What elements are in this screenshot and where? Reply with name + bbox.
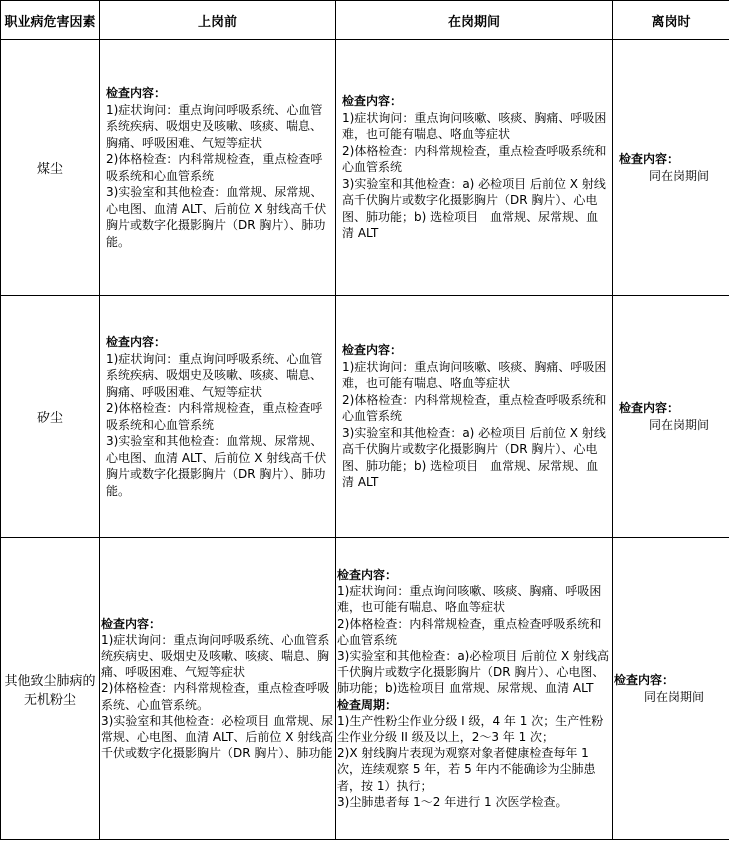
on-job-item: 1)症状询问：重点询问咳嗽、咳痰、胸痛、呼吸困难，也可能有喘息、咯血等症状	[342, 110, 607, 142]
check-content-label: 检查内容：	[106, 86, 167, 100]
on-job-item: 3)实验室和其他检查：a) 必检项目 后前位 X 射线高千伏胸片或数字化摄影胸片（DR 胸片）、心电图、肺功能；b) 选检项目 血常规、尿常规、血清 ALT	[342, 425, 606, 490]
pre-job-item: 3)实验室和其他检查：血常规、尿常规、心电图、血清 ALT、后前位 X 射线高千伏胸片或数字化摄影胸片（DR 胸片）、肺功能。	[106, 434, 327, 498]
factor-cell: 矽尘	[1, 296, 100, 538]
check-content-label: 检查内容：	[101, 616, 162, 631]
on-job-item: 3)实验室和其他检查：a) 必检项目 后前位 X 射线高千伏胸片或数字化摄影胸片（DR 胸片）、心电图、肺功能；b) 选检项目 血常规、尿常规、血清 ALT	[342, 176, 606, 241]
on-job-item: 1)症状询问：重点询问咳嗽、咳痰、胸痛、呼吸困难，也可能有喘息、咯血等症状	[337, 584, 602, 615]
leave-job-cell	[613, 296, 729, 538]
leave-job-cell	[613, 538, 729, 840]
pre-job-item: 2)体格检查：内科常规检查，重点检查呼吸系统、心血管系统。	[101, 681, 330, 712]
header-on-job: 在岗期间	[336, 1, 613, 40]
cycle-item: 1)生产性粉尘作业分级 I 级，4 年 1 次；生产性粉尘作业分级 II 级及以上，2～3 年 1 次；	[337, 713, 604, 744]
check-content-label: 检查内容：	[342, 343, 403, 358]
on-job-item: 2)体格检查：内科常规检查，重点检查呼吸系统和心血管系统	[342, 392, 607, 424]
factor-cell: 其他致尘肺病的无机粉尘	[1, 538, 100, 840]
pre-job-item: 3)实验室和其他检查：必检项目 血常规、尿常规、心电图、血清 ALT、后前位 X 射线高千伏或数字化摄影胸片（DR 胸片）、肺功能	[101, 713, 334, 761]
table-row	[1, 538, 729, 840]
cycle-item: 2)X 射线胸片表现为观察对象者健康检查每年 1 次，连续观察 5 年，若 5 年内不能确诊为尘肺患者，按 1）执行；	[337, 746, 596, 793]
table-row	[1, 296, 729, 538]
header-pre-job: 上岗前	[100, 1, 336, 40]
on-job-cell	[336, 538, 613, 840]
cycle-item: 3)尘肺患者每 1～2 年进行 1 次医学检查。	[337, 794, 568, 809]
leave-job-value: 同在岗期间	[649, 417, 710, 432]
check-content-label: 检查内容：	[614, 672, 675, 687]
check-content-label: 检查内容：	[337, 567, 398, 582]
pre-job-item: 2)体格检查：内科常规检查，重点检查呼吸系统和心血管系统	[106, 152, 323, 183]
check-content-label: 检查内容：	[619, 151, 680, 166]
pre-job-cell	[100, 40, 336, 296]
pre-job-item: 2)体格检查：内科常规检查，重点检查呼吸系统和心血管系统	[106, 401, 323, 432]
pre-job-item: 1)症状询问：重点询问呼吸系统、心血管系统疾病、吸烟史及咳嗽、咳痰、喘息、胸痛、呼吸困难、气短等症状	[106, 102, 323, 150]
leave-job-value: 同在岗期间	[649, 168, 710, 183]
pre-job-item: 1)症状询问：重点询问呼吸系统、心血管系统疾病史、吸烟史及咳嗽、咳痰、喘息、胸痛、呼吸困难、气短等症状	[101, 632, 330, 680]
on-job-item: 3)实验室和其他检查：a)必检项目 后前位 X 射线高千伏胸片或数字化摄影胸片（DR 胸片）、心电图、肺功能；b)选检项目 血常规、尿常规、血清 ALT	[337, 648, 610, 696]
check-cycle-label: 检查周期：	[337, 697, 398, 712]
header-factor: 职业病危害因素	[1, 1, 100, 40]
factor-cell: 煤尘	[1, 40, 100, 296]
on-job-cell	[336, 296, 613, 538]
check-content-label: 检查内容：	[106, 335, 167, 349]
pre-job-cell	[100, 296, 336, 538]
on-job-cell	[336, 40, 613, 296]
pre-job-cell	[100, 538, 336, 840]
header-row	[1, 1, 729, 40]
pre-job-item: 1)症状询问：重点询问呼吸系统、心血管系统疾病、吸烟史及咳嗽、咳痰、喘息、胸痛、呼吸困难、气短等症状	[106, 351, 323, 399]
check-content-label: 检查内容：	[619, 400, 680, 415]
pre-job-item: 3)实验室和其他检查：血常规、尿常规、心电图、血清 ALT、后前位 X 射线高千伏胸片或数字化摄影胸片（DR 胸片）、肺功能。	[106, 185, 327, 249]
leave-job-value: 同在岗期间	[644, 689, 705, 704]
on-job-item: 1)症状询问：重点询问咳嗽、咳痰、胸痛、呼吸困难，也可能有喘息、咯血等症状	[342, 359, 607, 391]
check-content-label: 检查内容：	[342, 94, 403, 109]
header-leave-job: 离岗时	[613, 1, 729, 40]
leave-job-cell	[613, 40, 729, 296]
on-job-item: 2)体格检查：内科常规检查，重点检查呼吸系统和心血管系统	[342, 143, 607, 175]
table-row	[1, 40, 729, 296]
on-job-item: 2)体格检查：内科常规检查，重点检查呼吸系统和心血管系统	[337, 616, 602, 647]
